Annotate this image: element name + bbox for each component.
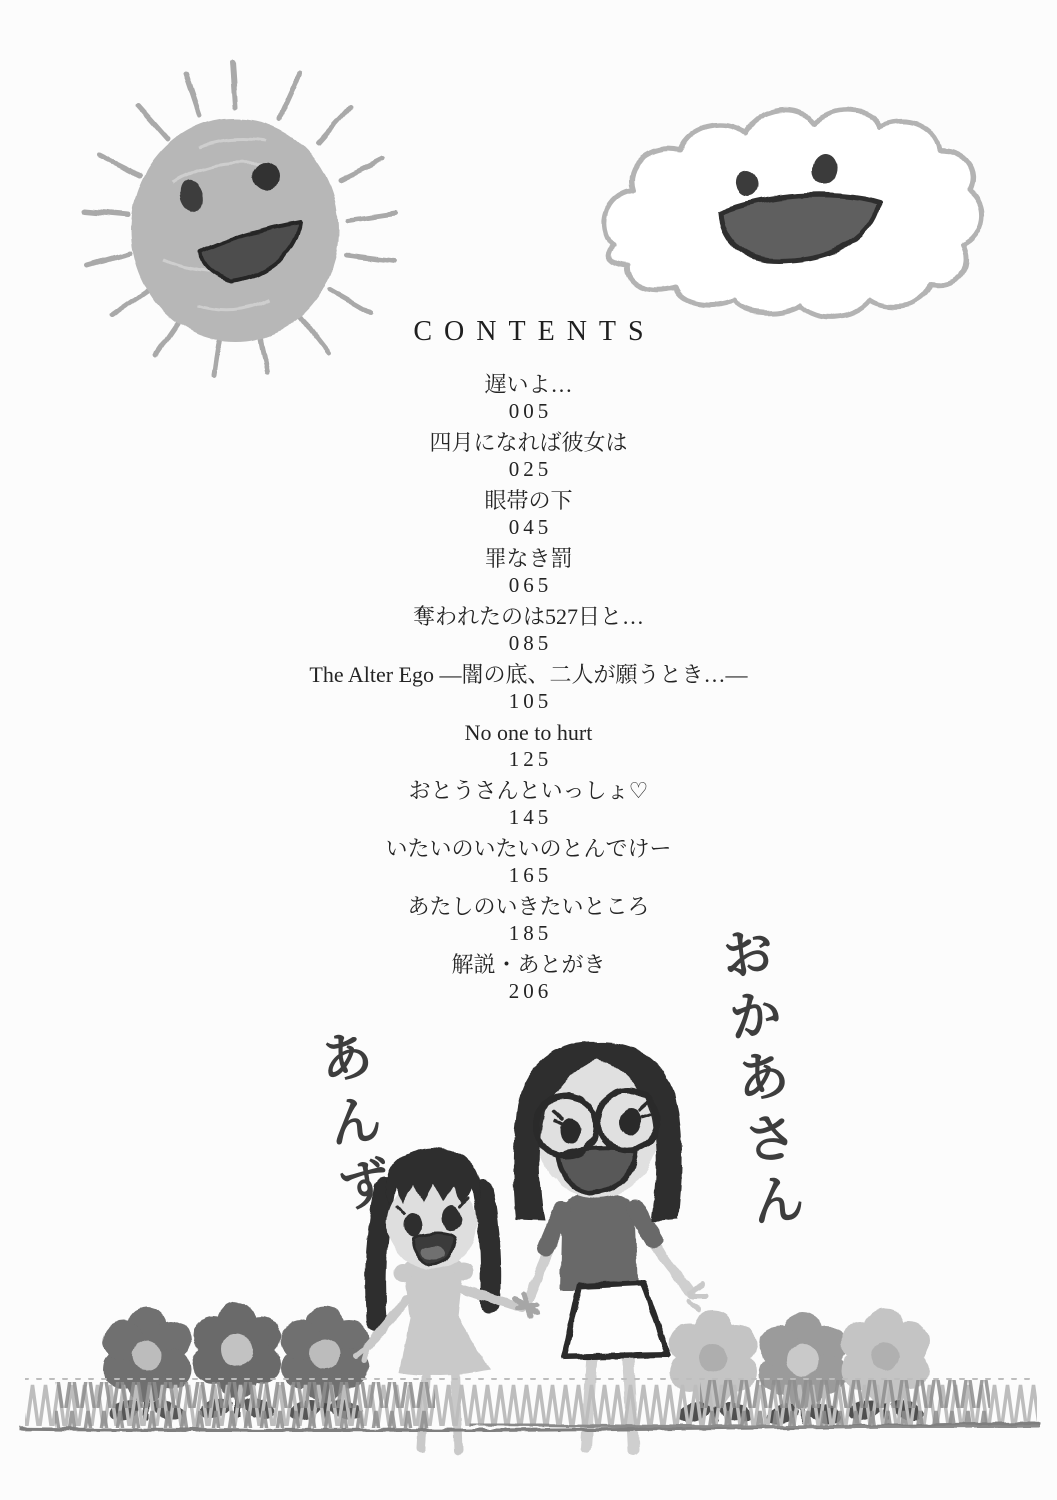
chapter-title: 解説・あとがき xyxy=(451,952,606,977)
chapter-title: いたいのいたいのとんでけー xyxy=(385,836,672,861)
chapter-page-number: 145 xyxy=(508,805,553,829)
mother-sleeve xyxy=(635,1208,654,1240)
toc-entry xyxy=(0,604,1057,656)
mother-arm xyxy=(652,1242,690,1292)
mother-sleeve xyxy=(546,1210,562,1248)
girl-dress xyxy=(399,1259,490,1375)
toc-entry xyxy=(0,952,1057,1004)
toc-entry xyxy=(0,836,1057,888)
sun-right-eye xyxy=(252,162,280,190)
toc-entry xyxy=(0,662,1057,714)
toc-entry xyxy=(0,778,1057,830)
mother-shirt xyxy=(560,1192,638,1290)
girl-right-eye xyxy=(442,1205,462,1231)
chapter-title: 罪なき罰 xyxy=(484,546,573,571)
handwritten-label-mother: おかあさん xyxy=(709,922,810,1238)
contents-heading: CONTENTS xyxy=(413,316,656,347)
chapter-page-number: 045 xyxy=(508,515,553,539)
chapter-title: No one to hurt xyxy=(464,720,593,745)
toc-entry xyxy=(0,894,1057,946)
toc-entry xyxy=(0,720,1057,772)
mother-skirt xyxy=(564,1283,668,1357)
chapter-page-number: 005 xyxy=(508,399,553,423)
chapter-title: 四月になれば彼女は xyxy=(429,430,628,455)
chapter-page-number: 105 xyxy=(508,689,553,713)
toc-entry xyxy=(0,488,1057,540)
girl-left-eye xyxy=(404,1213,422,1237)
chapter-title: おとうさんといっしょ♡ xyxy=(408,778,649,803)
toc-entry xyxy=(0,546,1057,598)
chapter-title: 遅いよ… xyxy=(484,372,573,397)
chapter-page-number: 025 xyxy=(508,457,553,481)
chapter-title: あたしのいきたいところ xyxy=(407,894,650,919)
grass xyxy=(20,1378,1040,1431)
chapter-title: 奪われたのは527日と… xyxy=(412,604,644,629)
handwritten-label-child: あんず xyxy=(307,1025,397,1225)
chapter-page-number: 206 xyxy=(508,979,553,1003)
toc-entry xyxy=(0,372,1057,424)
chapter-page-number: 065 xyxy=(508,573,553,597)
table-of-contents xyxy=(0,372,1057,1010)
mother-right-eye xyxy=(619,1108,641,1136)
cloud-drawing xyxy=(605,110,983,317)
chapter-title: The Alter Ego ―闇の底、二人が願うとき…― xyxy=(309,662,748,687)
chapter-page-number: 165 xyxy=(508,863,553,887)
toc-entry xyxy=(0,430,1057,482)
chapter-title: 眼帯の下 xyxy=(484,488,573,513)
chapter-page-number: 085 xyxy=(508,631,553,655)
girl-hair-right-lock xyxy=(483,1190,491,1302)
family-scene-drawing xyxy=(20,1042,1040,1450)
chapter-page-number: 125 xyxy=(508,747,553,771)
chapter-page-number: 185 xyxy=(508,921,553,945)
mother-arm xyxy=(528,1250,549,1302)
mother-left-eye xyxy=(561,1118,581,1144)
